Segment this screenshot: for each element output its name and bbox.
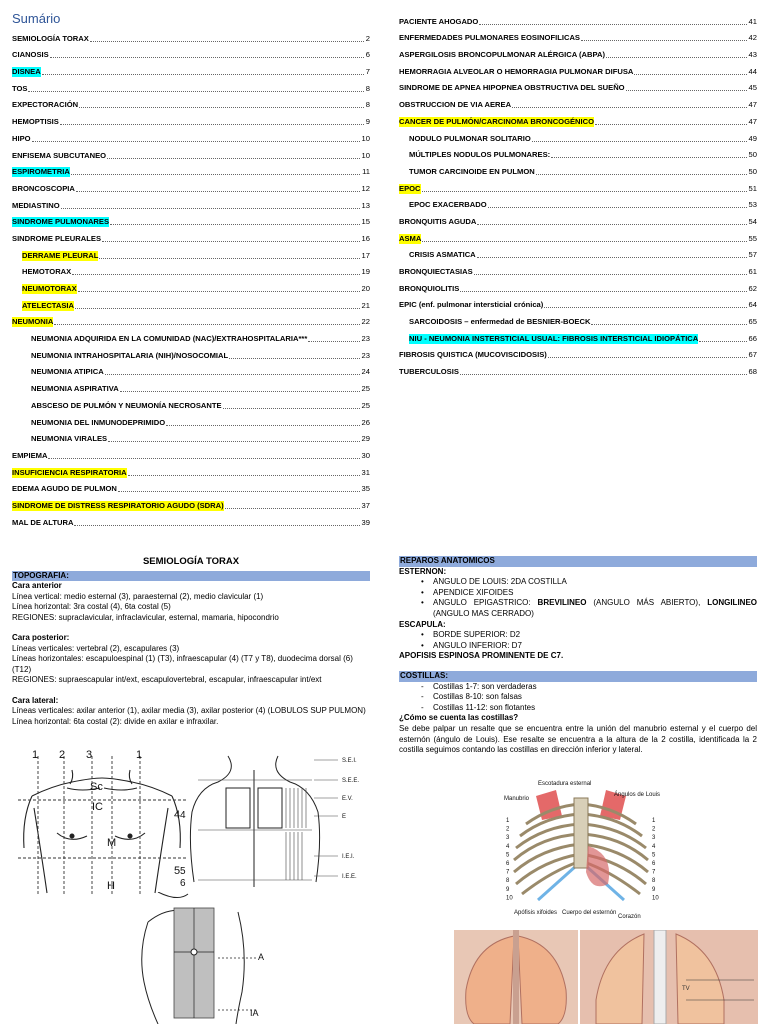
toc-leader-dots (460, 291, 746, 292)
toc-entry-page: 54 (748, 216, 757, 226)
toc-entry-page: 6 (365, 50, 370, 60)
toc-entry[interactable] (399, 112, 757, 129)
toc-leader-dots (581, 40, 747, 41)
toc-entry-label: SINDROME DE APNEA HIPOPNEA OBSTRUCTIVA DEL SUEÑO (399, 83, 625, 93)
list-item: - Costillas 1-7: son verdaderas (399, 682, 757, 693)
toc-entry-page: 8 (365, 83, 370, 93)
toc-entry[interactable] (12, 163, 370, 180)
toc-entry[interactable] (399, 246, 757, 263)
costillas-list (399, 682, 757, 714)
toc-leader-dots (422, 191, 747, 192)
toc-entry-page: 68 (748, 367, 757, 377)
fig-rib-number: 6 (506, 861, 510, 867)
toc-entry-page: 37 (361, 500, 370, 510)
toc-entry-label: NEUMONIA (12, 317, 54, 327)
fig-back-label: I.E.I. (342, 854, 355, 860)
toc-leader-dots (90, 41, 364, 42)
toc-entry-page: 62 (748, 283, 757, 293)
toc-leader-dots (634, 74, 746, 75)
toc-entry-page: 57 (748, 250, 757, 260)
toc-entry-page: 66 (748, 333, 757, 343)
toc-entry[interactable] (12, 96, 370, 113)
escapula-list (399, 630, 757, 651)
toc-entry-label: CRISIS ASMATICA (409, 250, 476, 260)
toc-leader-dots (128, 475, 360, 476)
toc-entry-page: 2 (365, 33, 370, 43)
toc-entry[interactable] (399, 329, 757, 346)
toc-leader-dots (72, 274, 359, 275)
fig-back-label: 4 (180, 810, 186, 821)
rib-cage-figure (496, 776, 666, 926)
toc-leader-dots (626, 90, 747, 91)
toc-entry-page: 10 (361, 150, 370, 160)
fig-front-label: 4 (174, 809, 181, 821)
toc-leader-dots (99, 258, 359, 259)
toc-leader-dots (79, 107, 364, 108)
toc-entry-page: 24 (361, 367, 370, 377)
toc-leader-dots (74, 525, 359, 526)
toc-entry-label: EPIC (enf. pulmonar intersticial crónica) (399, 300, 544, 310)
toc-leader-dots (536, 174, 747, 175)
fig-front-label: 2 (59, 749, 66, 761)
toc-entry-page: 26 (361, 417, 370, 427)
toc-entry-page: 23 (361, 334, 370, 344)
toc-entry-label: ENFERMEDADES PULMONARES EOSINOFILICAS (399, 33, 580, 43)
toc-entry-page: 29 (361, 434, 370, 444)
toc-entry-page: 55 (748, 233, 757, 243)
toc-entry-label: SINDROME PLEURALES (12, 233, 102, 243)
fig-rib-number: 3 (506, 835, 510, 842)
cara-posterior-line-2: Líneas horizontales: escapuloespinal (1) (T3), infraescapular (4) (T7 y T8), duodecima dorsal (6) (T12) (12, 654, 353, 674)
toc-entry[interactable] (12, 179, 370, 196)
toc-entry-label: NEUMONIA ASPIRATIVA (31, 384, 119, 394)
toc-entry[interactable] (12, 446, 370, 463)
toc-entry-page: 43 (748, 50, 757, 60)
toc-entry-label: BRONQUIOLITIS (399, 283, 460, 293)
toc-entry[interactable] (12, 463, 370, 480)
toc-entry[interactable] (12, 62, 370, 79)
toc-entry-page: 19 (361, 267, 370, 277)
toc-entry-label: TOS (12, 83, 28, 93)
toc-leader-dots (422, 241, 746, 242)
toc-leader-dots (60, 124, 364, 125)
toc-entry-label: SEMIOLOGÍA TORAX (12, 33, 89, 43)
toc-leader-dots (48, 458, 359, 459)
fig-lat-label: A (258, 952, 265, 962)
toc-leader-dots (71, 174, 360, 175)
list-item: • APENDICE XIFOIDES (399, 588, 757, 599)
toc-entry-page: 10 (361, 133, 370, 143)
toc-leader-dots (50, 57, 364, 58)
toc-entry-label: ATELECTASIA (22, 300, 75, 310)
toc-entry[interactable] (399, 95, 757, 112)
toc-entry[interactable] (12, 146, 370, 163)
toc-entry[interactable] (399, 262, 757, 279)
toc-entry-page: 42 (748, 33, 757, 43)
toc-leader-dots (606, 57, 747, 58)
toc-entry[interactable] (399, 229, 757, 246)
toc-entry-page: 65 (748, 317, 757, 327)
toc-leader-dots (102, 241, 360, 242)
toc-entry[interactable] (12, 329, 370, 346)
toc-entry[interactable] (399, 362, 757, 379)
toc-entry[interactable] (399, 146, 757, 163)
lungs-images (454, 930, 758, 1024)
toc-entry[interactable] (12, 112, 370, 129)
fig-front-label: IC (92, 801, 103, 813)
toc-leader-dots (105, 374, 360, 375)
toc-leader-dots (166, 425, 359, 426)
cara-anterior-heading: Cara anterior (12, 581, 62, 590)
toc-entry[interactable] (12, 396, 370, 413)
toc-entry-label: DERRAME PLEURAL (22, 250, 99, 260)
toc-entry[interactable] (399, 212, 757, 229)
toc-entry[interactable] (399, 45, 757, 62)
toc-entry-page: 21 (361, 300, 370, 310)
toc-entry-page: 49 (748, 133, 757, 143)
fig-lung-label: TV (682, 986, 690, 992)
anterior-chest-lines-figure (12, 748, 190, 898)
toc-entry-label: MÚLTIPLES NODULOS PULMONARES: (409, 150, 551, 160)
toc-leader-dots (225, 508, 360, 509)
costillas-question: ¿Cómo se cuenta las costillas? (399, 713, 519, 723)
toc-leader-dots (544, 307, 746, 308)
cara-anterior-line-3: REGIONES: supraclavicular, infraclavicular, esternal, mamaria, hipocondrio (12, 612, 279, 622)
toc-leader-dots (477, 224, 746, 225)
toc-entry[interactable] (399, 312, 757, 329)
toc-leader-dots (76, 191, 360, 192)
fig-rib-number: 6 (652, 861, 656, 867)
toc-entry[interactable] (399, 196, 757, 213)
toc-entry[interactable] (12, 363, 370, 380)
toc-entry-label: ESPIROMETRIA (12, 167, 70, 177)
fig-back-label: 5 (180, 866, 186, 877)
toc-entry-label: HEMOTORAX (22, 267, 72, 277)
list-item: • ANGULO DE LOUIS: 2DA COSTILLA (399, 577, 757, 588)
toc-entry-page: 11 (362, 167, 370, 177)
fig-rib-number: 1 (652, 818, 656, 824)
toc-leader-dots (474, 274, 747, 275)
esternon-list (399, 577, 757, 619)
toc-entry-label: BRONQUIECTASIAS (399, 267, 473, 276)
toc-entry-label: PACIENTE AHOGADO (399, 16, 479, 26)
toc-entry[interactable] (12, 346, 370, 363)
cara-posterior-heading: Cara posterior: (12, 633, 70, 642)
toc-entry-page: 47 (748, 116, 757, 126)
toc-entry-page: 7 (365, 67, 370, 77)
fig-back-label: S.E.I. (342, 758, 357, 764)
toc-entry-page: 61 (748, 267, 757, 276)
fig-back-label: S.E.E. (342, 778, 360, 784)
fig-rib-number: 8 (652, 878, 656, 885)
toc-entry-page: 64 (748, 300, 757, 310)
toc-entry-label: OBSTRUCCION DE VIA AEREA (399, 100, 512, 110)
list-item: • ANGULO INFERIOR: D7 (399, 641, 757, 652)
toc-leader-dots (595, 124, 747, 125)
posterior-chest-lines-figure (178, 752, 370, 892)
fig-back-label: E.V. (342, 796, 353, 802)
toc-leader-dots (229, 358, 359, 359)
fig-rib-label: Apófisis xifoides (514, 910, 558, 916)
toc-entry[interactable] (12, 229, 370, 246)
fig-rib-label: Ángulos de Louis (614, 792, 661, 798)
cara-lateral-line-1: Líneas verticales: axilar anterior (1), axilar media (3), axilar posterior (4) (LOBULOS SUP PULMON) (12, 706, 366, 715)
toc-right-list (399, 12, 757, 379)
fig-rib-number: 10 (652, 895, 659, 902)
toc-entry-label: ASPERGILOSIS BRONCOPULMONAR ALÉRGICA (ABPA) (399, 50, 606, 60)
toc-entry-label: TUBERCULOSIS (399, 367, 459, 377)
toc-entry-label: EPOC (399, 183, 421, 193)
toc-entry[interactable] (12, 46, 370, 63)
fig-front-label: M (107, 837, 117, 849)
fig-rib-label: Cuerpo del esternón (562, 910, 617, 916)
cara-lateral-heading: Cara lateral: (12, 695, 59, 705)
toc-entry-label: NIU - NEUMONIA INSTERSTICIAL USUAL: FIBROSIS INTERSTICIAL IDIOPÁTICA (409, 333, 699, 343)
toc-entry-label: ABSCESO DE PULMÓN Y NEUMONÍA NECROSANTE (31, 400, 222, 410)
toc-leader-dots (75, 308, 360, 309)
fig-front-label: 1 (32, 749, 39, 761)
toc-entry[interactable] (399, 162, 757, 179)
toc-entry-label: SINDROME DE DISTRESS RESPIRATORIO AGUDO (SDRA) (12, 500, 224, 510)
toc-entry-label: NEUMOTORAX (22, 284, 77, 293)
list-item: • ANGULO EPIGASTRICO: BREVILINEO (ANGULO MÁS ABIERTO), LONGILINEO (ANGULO MAS CERRADO) (399, 598, 757, 619)
semiologia-section (12, 557, 370, 727)
toc-entry-label: BRONQUITIS AGUDA (399, 216, 477, 226)
toc-entry[interactable] (12, 29, 370, 46)
toc-entry[interactable] (399, 179, 757, 196)
toc-entry-page: 47 (748, 100, 757, 110)
toc-leader-dots (32, 141, 360, 142)
toc-entry[interactable] (12, 496, 370, 513)
fig-rib-number: 1 (506, 818, 510, 824)
toc-entry-page: 45 (748, 83, 757, 93)
toc-entry[interactable] (12, 413, 370, 430)
fig-rib-number: 4 (506, 843, 510, 850)
fig-rib-label: Manubrio (504, 796, 530, 802)
toc-entry-label: NEUMONIA ADQUIRIDA EN LA COMUNIDAD (NAC)/EXTRAHOSPITALARIA*** (31, 334, 308, 344)
toc-entry[interactable] (12, 296, 370, 313)
toc-entry-page: 25 (361, 384, 370, 394)
toc-entry-label: EXPECTORACIÓN (12, 100, 79, 110)
toc-entry-page: 17 (361, 250, 370, 260)
toc-leader-dots (118, 491, 360, 492)
toc-entry-label: SINDROME PULMONARES (12, 217, 110, 227)
fig-front-label: 1 (136, 749, 143, 761)
cara-posterior-line-3: REGIONES: supraescapular int/ext, escapulovertebral, escapular, infraescapular int/ext (12, 675, 322, 684)
toc-entry-page: 15 (361, 217, 370, 227)
fig-rib-number: 7 (652, 869, 656, 876)
toc-entry-label: MAL DE ALTURA (12, 517, 74, 527)
toc-entry-page: 23 (361, 350, 370, 360)
toc-entry-label: NEUMONIA INTRAHOSPITALARIA (NIH)/NOSOCOMIAL (31, 350, 229, 360)
toc-entry-label: NEUMONIA VIRALES (31, 434, 108, 444)
esternon-heading: ESTERNON: (399, 566, 447, 576)
toc-entry[interactable] (12, 513, 370, 530)
fig-back-label: E (342, 814, 347, 820)
toc-leader-dots (108, 441, 359, 442)
fig-rib-number: 7 (506, 869, 510, 876)
fig-rib-number: 5 (652, 852, 656, 859)
toc-leader-dots (548, 357, 747, 358)
toc-entry-label: HIPO (12, 133, 31, 143)
topografia-heading: TOPOGRAFIA: (12, 571, 370, 582)
fig-back-label: 6 (180, 878, 186, 889)
toc-entry[interactable] (12, 79, 370, 96)
fig-rib-number: 9 (506, 886, 510, 893)
toc-entry-page: 22 (361, 317, 370, 327)
toc-entry[interactable] (12, 213, 370, 230)
toc-entry-label: FIBROSIS QUISTICA (MUCOVISCIDOSIS) (399, 350, 547, 360)
toc-entry-label: EDEMA AGUDO DE PULMON (12, 484, 117, 494)
toc-entry-page: 25 (361, 400, 370, 410)
toc-leader-dots (28, 91, 363, 92)
toc-entry[interactable] (12, 246, 370, 263)
toc-entry-page: 20 (361, 284, 370, 293)
toc-entry-page: 53 (748, 200, 757, 210)
apofisis-line: APOFISIS ESPINOSA PROMINENTE DE C7. (399, 651, 564, 661)
toc-entry-page: 50 (748, 166, 757, 176)
semiologia-title: SEMIOLOGÍA TORAX (142, 556, 240, 567)
toc-entry-page: 35 (361, 484, 370, 494)
fig-front-label: 5 (174, 865, 181, 877)
toc-entry[interactable] (399, 346, 757, 363)
toc-entry-page: 16 (361, 233, 370, 243)
toc-entry-label: HEMORRAGIA ALVEOLAR O HEMORRAGIA PULMONAR DIFUSA (399, 66, 634, 76)
list-item: - Costillas 11-12: son flotantes (399, 703, 757, 714)
toc-entry-page: 31 (361, 467, 370, 477)
toc-entry[interactable] (399, 29, 757, 46)
toc-title: Sumário (12, 11, 61, 26)
toc-entry-label: EPOC EXACERBADO (409, 200, 487, 210)
list-item: - Costillas 8-10: son falsas (399, 692, 757, 703)
toc-entry-label: NEUMONIA DEL INMUNODEPRIMIDO (31, 417, 166, 427)
fig-rib-number: 2 (506, 826, 510, 833)
toc-entry[interactable] (12, 379, 370, 396)
reparos-heading: REPAROS ANATOMICOS (399, 556, 757, 567)
fig-back-label: I.E.E. (342, 874, 357, 880)
toc-entry[interactable] (399, 12, 757, 29)
toc-leader-dots (532, 141, 747, 142)
toc-entry-label: TUMOR CARCINOIDE EN PULMON (409, 166, 535, 176)
fig-front-label: H (107, 880, 115, 892)
toc-entry-page: 51 (748, 183, 757, 193)
toc-leader-dots (110, 224, 360, 225)
toc-leader-dots (699, 341, 746, 342)
toc-leader-dots (42, 74, 364, 75)
toc-leader-dots (477, 257, 747, 258)
escapula-heading: ESCAPULA: (399, 619, 446, 629)
toc-entry[interactable] (12, 263, 370, 280)
toc-entry-label: INSUFICIENCIA RESPIRATORIA (12, 467, 127, 477)
toc-entry[interactable] (399, 62, 757, 79)
cara-anterior-line-1: Línea vertical: medio esternal (3), paraesternal (2), medio clavicular (1) (12, 591, 264, 601)
toc-entry-label: MEDIASTINO (12, 200, 60, 210)
toc-entry-label: EMPIEMA (12, 450, 48, 460)
toc-entry-label: CIANOSIS (12, 50, 49, 60)
costillas-paragraph: Se debe palpar un resalte que se encuentra entre la unión del manubrio esternal y el cuerpo del esternón (ángulo de Louis). Ese resalte se encuentra a la altura de la 2 costilla, identificada la 2 costilla seguimos contando las costillas en dirección inferior y lateral. (399, 723, 757, 755)
toc-entry[interactable] (12, 279, 370, 296)
toc-entry-page: 13 (361, 200, 370, 210)
toc-entry-label: SARCOIDOSIS – enfermedad de BESNIER-BOECK (409, 317, 591, 327)
toc-entry-page: 44 (748, 66, 757, 76)
list-item: • BORDE SUPERIOR: D2 (399, 630, 757, 641)
toc-leader-dots (308, 341, 359, 342)
toc-entry[interactable] (12, 129, 370, 146)
costillas-heading: COSTILLAS: (399, 671, 757, 682)
toc-left-list (12, 29, 370, 530)
toc-entry-page: 41 (748, 16, 757, 26)
toc-entry[interactable] (399, 279, 757, 296)
fig-rib-number: 5 (506, 852, 510, 859)
lateral-chest-lines-figure (118, 892, 278, 1024)
toc-entry[interactable] (12, 480, 370, 497)
toc-entry-label: NODULO PULMONAR SOLITARIO (409, 133, 531, 143)
toc-leader-dots (78, 291, 360, 292)
fig-rib-number: 3 (652, 835, 656, 842)
toc-entry-page: 8 (365, 100, 370, 110)
toc-leader-dots (54, 324, 359, 325)
fig-front-label: 3 (86, 749, 93, 761)
cara-anterior-line-2: Línea horizontal: 3ra costal (4), 6ta costal (5) (12, 602, 171, 611)
toc-leader-dots (512, 107, 746, 108)
reparos-section (399, 556, 757, 756)
fig-front-label: Sc (90, 781, 103, 793)
fig-rib-number: 9 (652, 886, 656, 893)
toc-entry[interactable] (12, 430, 370, 447)
fig-rib-number: 2 (652, 826, 656, 833)
fig-rib-label: Escotadura esternal (538, 781, 592, 787)
toc-leader-dots (591, 324, 746, 325)
toc-entry-page: 9 (365, 117, 370, 127)
toc-left-column (12, 10, 370, 530)
toc-entry-page: 50 (748, 150, 757, 160)
cara-posterior-line-1: Líneas verticales: vertebral (2), escapulares (3) (12, 643, 180, 653)
fig-lat-label: IA (250, 1008, 259, 1018)
toc-entry-label: ASMA (399, 233, 422, 243)
toc-leader-dots (120, 391, 360, 392)
fig-rib-label: Corazón (618, 914, 641, 920)
toc-entry-label: BRONCOSCOPIA (12, 183, 75, 193)
toc-entry[interactable] (12, 196, 370, 213)
toc-entry-page: 12 (361, 183, 370, 193)
toc-entry-label: ENFISEMA SUBCUTANEO (12, 150, 107, 160)
fig-rib-number: 10 (506, 895, 513, 902)
toc-leader-dots (479, 24, 746, 25)
toc-leader-dots (107, 158, 359, 159)
toc-leader-dots (223, 408, 360, 409)
toc-right-column (399, 12, 757, 379)
toc-entry-label: CANCER DE PULMÓN/CARCINOMA BRONCOGÉNICO (399, 116, 595, 126)
toc-entry[interactable] (399, 296, 757, 313)
toc-leader-dots (61, 208, 360, 209)
toc-entry-label: NEUMONIA ATIPICA (31, 367, 104, 377)
toc-entry[interactable] (12, 313, 370, 330)
toc-entry-page: 30 (361, 450, 370, 460)
toc-leader-dots (551, 157, 746, 158)
toc-entry[interactable] (399, 79, 757, 96)
cara-lateral-line-2: Línea horizontal: 6ta costal (2): divide en axilar e infraxilar. (12, 716, 219, 726)
fig-rib-number: 8 (506, 878, 510, 885)
toc-leader-dots (460, 374, 747, 375)
toc-entry-label: DISNEA (12, 67, 41, 77)
toc-entry-label: HEMOPTISIS (12, 117, 59, 127)
toc-entry-page: 39 (361, 517, 370, 527)
fig-rib-number: 4 (652, 843, 656, 850)
toc-leader-dots (488, 207, 747, 208)
toc-entry-page: 67 (748, 350, 757, 360)
toc-entry[interactable] (399, 129, 757, 146)
